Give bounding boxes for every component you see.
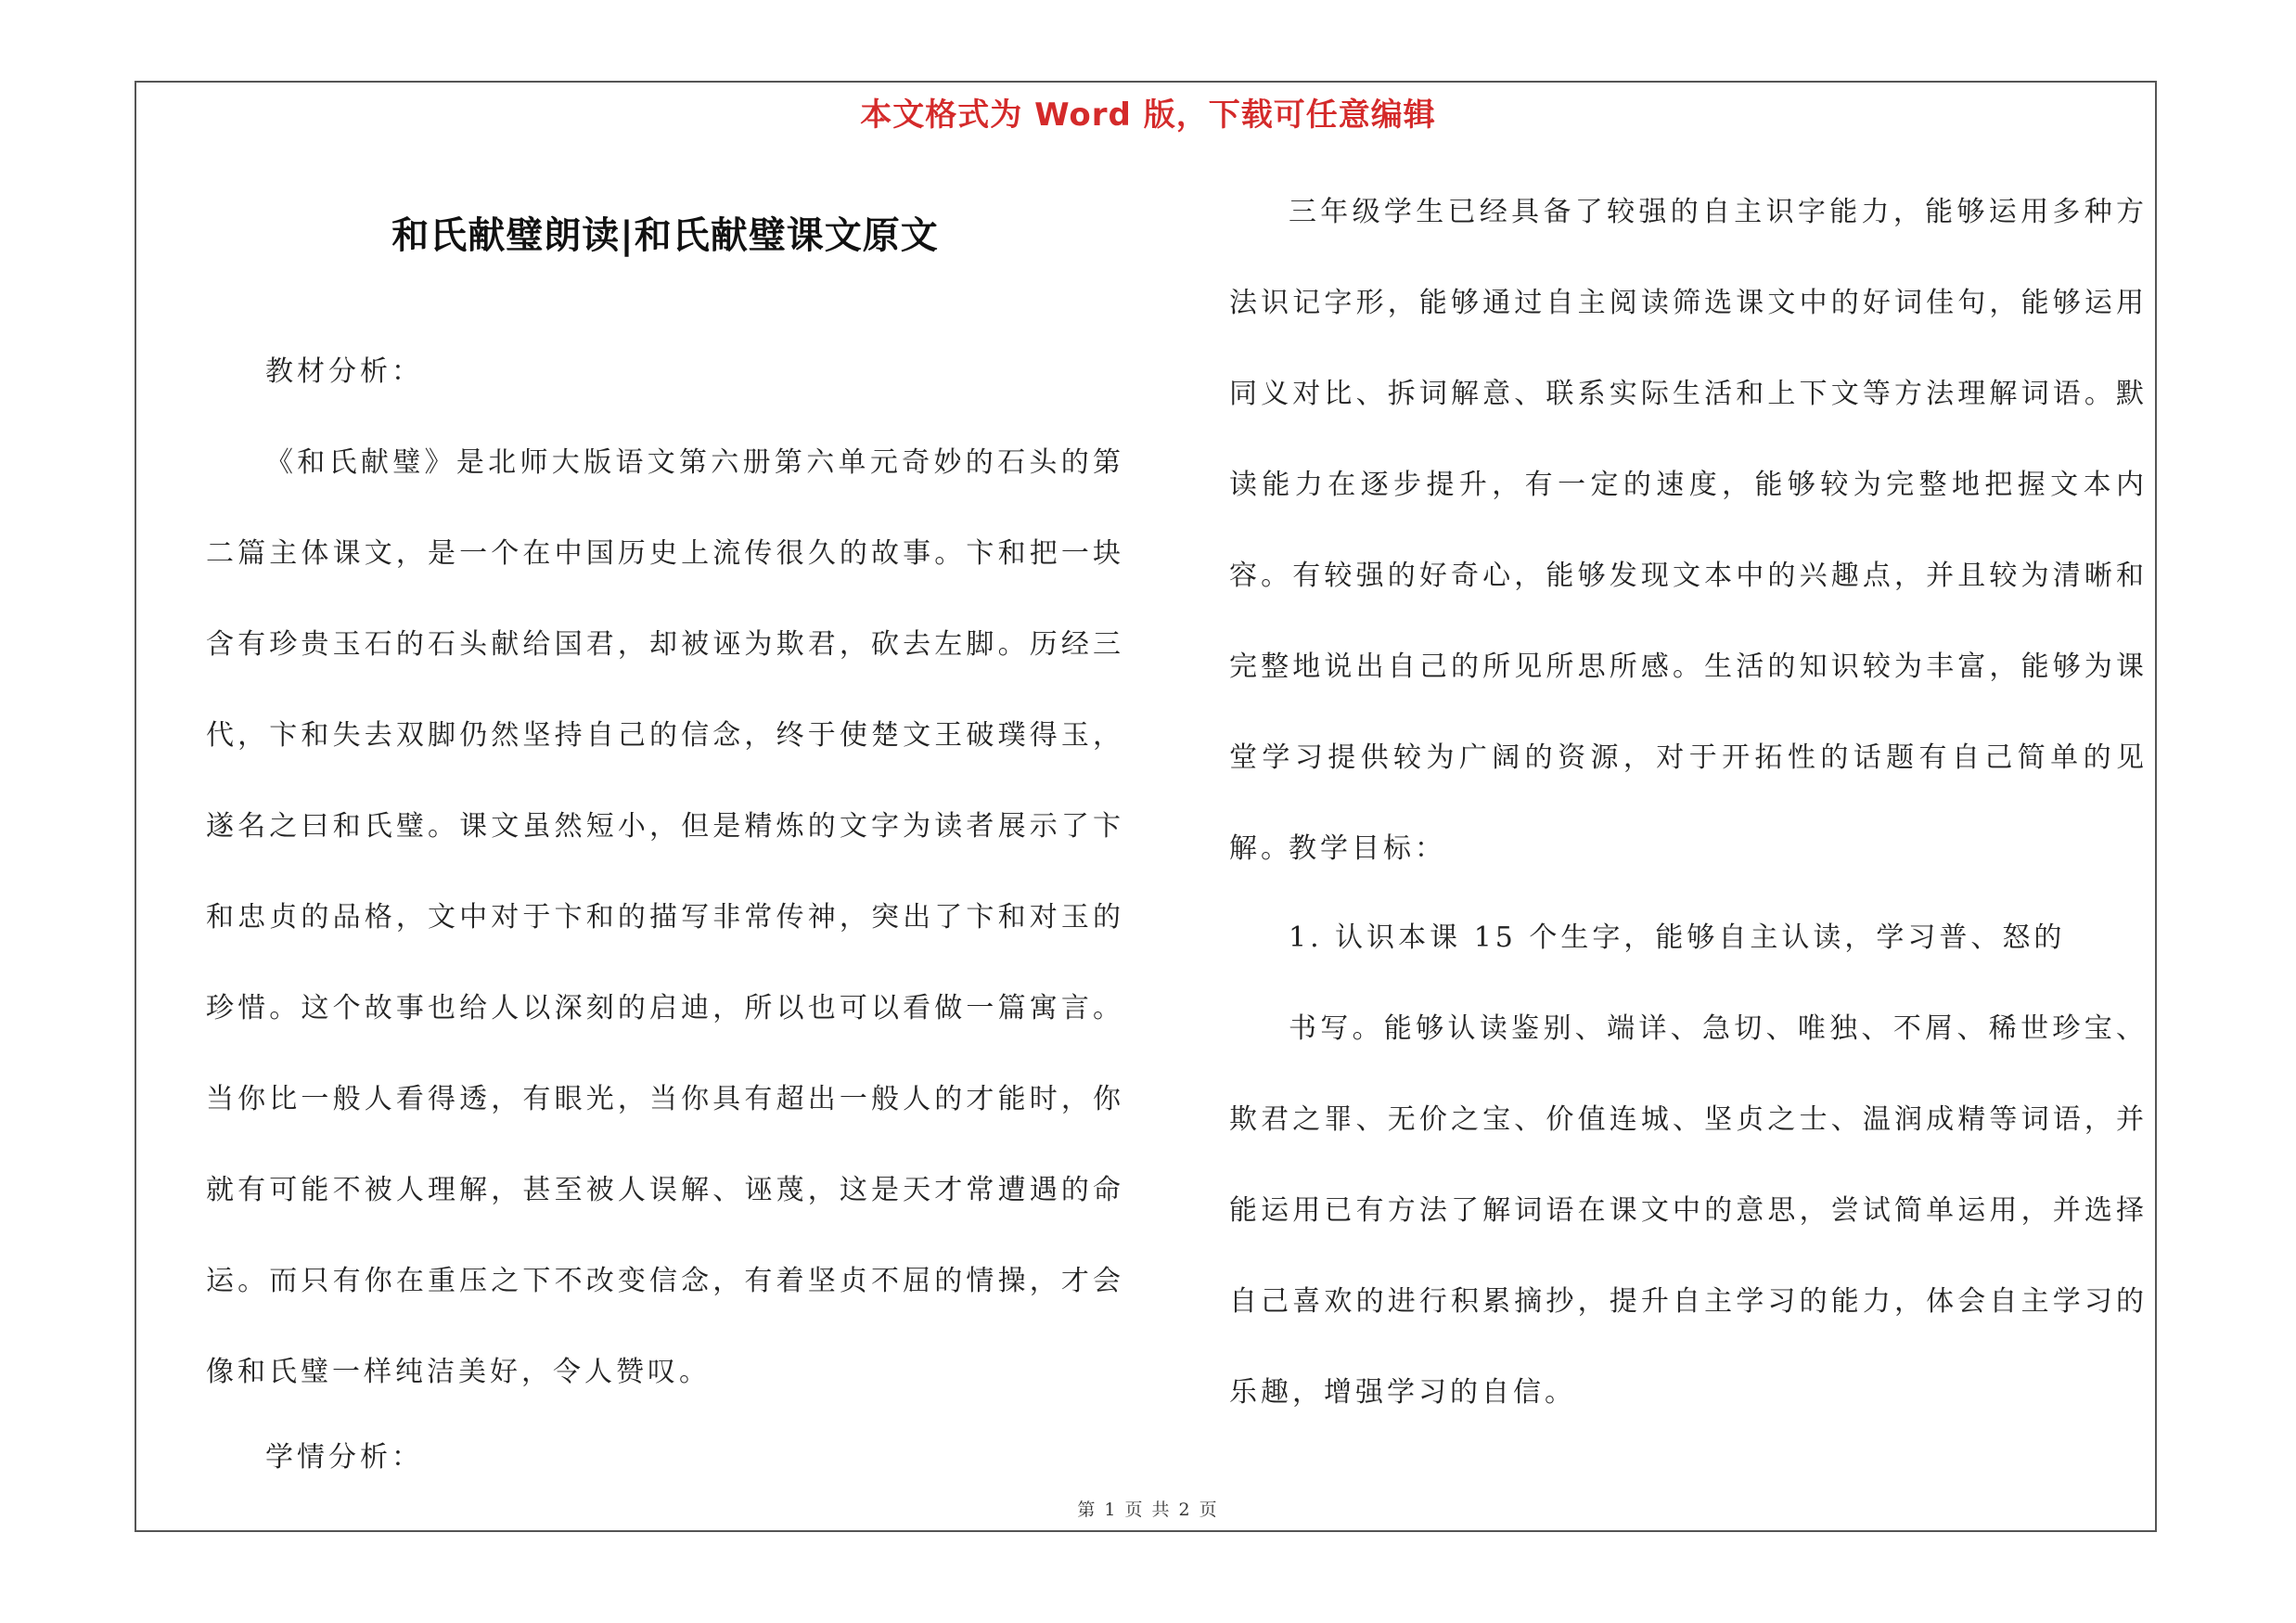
paragraph-textbook-analysis: 《和氏献璧》是北师大版语文第六册第六单元奇妙的石头的第二篇主体课文，是一个在中国历史上流传很久的故事。卞和把一块含有珍贵玉石的石头献给国君，却被诬为欺君，砍去左脚。历经三代，卞和失去双脚仍然坚持自己的信念，终于使楚文王破璞得玉，遂名之曰和氏璧。课文虽然短小，但是精炼的文字为读者展示了卞和忠贞的品格，文中对于卞和的描写非常传神，突出了卞和对玉的珍惜。这个故事也给人以深刻的启迪，所以也可以看做一篇寓言。当你比一般人看得透，有眼光，当你具有超出一般人的才能时，你就有可能不被人理解，甚至被人误解、诬蔑，这是天才常遭遇的命运。而只有你在重压之下不改变信念，有着坚贞不屈的情操，才会像和氏璧一样纯洁美好，令人赞叹。 [206, 446, 1124, 1388]
teaching-goal-1-detail: 书写。能够认读鉴别、端详、急切、唯独、不屑、稀世珍宝、欺君之罪、无价之宝、价值连城、坚贞之士、温润成精等词语，并能运用已有方法了解词语在课文中的意思，尝试简单运用，并选择自己喜欢的进行积累摘抄，提升自主学习的能力，体会自主学习的乐趣，增强学习的自信。 [1229, 1012, 2148, 1409]
word-format-banner: 本文格式为 Word 版，下载可任意编辑 [860, 97, 1436, 134]
section-heading-teaching-goals: 教学目标： [1289, 832, 1446, 865]
section-heading-textbook-analysis: 教材分析： [265, 355, 423, 388]
teaching-goal-1-line: 1. 认识本课 15 个生字，能够自主认读，学习普、怒的 [1289, 921, 2066, 954]
paragraph-student-analysis: 三年级学生已经具备了较强的自主识字能力，能够运用多种方法识记字形，能够通过自主阅读筛选课文中的好词佳句，能够运用同义对比、拆词解意、联系实际生活和上下文等方法理解词语。默读能力在逐步提升，有一定的速度，能够较为完整地把握文本内容。有较强的好奇心，能够发现文本中的兴趣点，并且较为清晰和完整地说出自己的所见所思所感。生活的知识较为丰富，能够为课堂学习提供较为广阔的资源，对于开拓性的话题有自己简单的见解。 [1229, 196, 2148, 865]
section-heading-student-analysis: 学情分析： [265, 1441, 423, 1474]
page-number-footer: 第 1 页 共 2 页 [1077, 1500, 1219, 1520]
document-title: 和氏献璧朗读|和氏献璧课文原文 [391, 213, 939, 257]
